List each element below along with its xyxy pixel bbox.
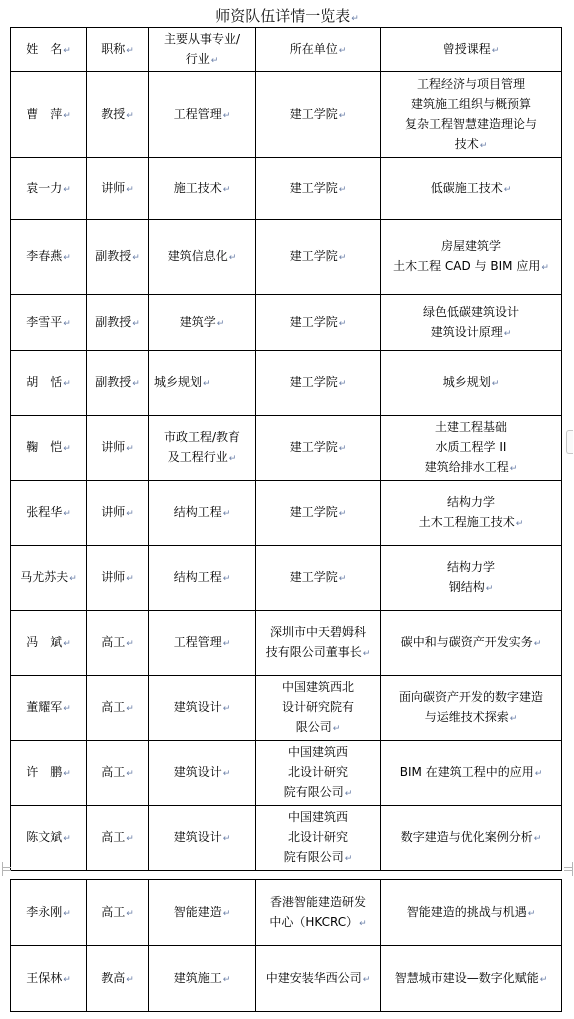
cell-courses: 智能建造的挑战与机遇 ↵ bbox=[381, 880, 562, 946]
cell-name: 胡 恬 ↵ bbox=[11, 351, 87, 416]
cell-major: 建筑施工 ↵ bbox=[149, 946, 256, 1012]
faculty-table bbox=[10, 27, 562, 871]
table-row bbox=[11, 158, 562, 220]
cell-courses: 土建工程基础 水质工程学 II 建筑给排水工程 ↵ bbox=[381, 416, 562, 481]
faculty-table-page-2 bbox=[10, 879, 562, 1012]
cell-title: 教高 ↵ bbox=[87, 946, 149, 1012]
cell-title: 高工 ↵ bbox=[87, 611, 149, 676]
cell-name: 冯 斌 ↵ bbox=[11, 611, 87, 676]
cell-title: 讲师 ↵ bbox=[87, 481, 149, 546]
cell-courses: 绿色低碳建筑设计 建筑设计原理 ↵ bbox=[381, 295, 562, 351]
table-row bbox=[11, 676, 562, 741]
table-row bbox=[11, 72, 562, 158]
cell-name: 曹 萍 ↵ bbox=[11, 72, 87, 158]
cell-name: 李雪平 ↵ bbox=[11, 295, 87, 351]
cell-title: 高工 ↵ bbox=[87, 880, 149, 946]
cell-title: 讲师 ↵ bbox=[87, 546, 149, 611]
cell-title: 高工 ↵ bbox=[87, 676, 149, 741]
cell-name: 鞠 恺 ↵ bbox=[11, 416, 87, 481]
cell-major: 建筑信息化 ↵ bbox=[149, 220, 256, 295]
header-major: 主要从事专业/ 行业 ↵ bbox=[149, 28, 256, 72]
cell-title: 副教授 ↵ bbox=[87, 351, 149, 416]
cell-courses: BIM 在建筑工程中的应用 ↵ bbox=[381, 741, 562, 806]
table-row bbox=[11, 416, 562, 481]
cell-title: 副教授 ↵ bbox=[87, 220, 149, 295]
cell-name: 陈文斌 ↵ bbox=[11, 806, 87, 871]
cell-name: 袁一力 ↵ bbox=[11, 158, 87, 220]
cell-name: 马尤苏夫 ↵ bbox=[11, 546, 87, 611]
table-row bbox=[11, 295, 562, 351]
cell-major: 建筑设计 ↵ bbox=[149, 676, 256, 741]
cell-courses: 工程经济与项目管理 建筑施工组织与概预算 复杂工程智慧建造理论与 技术 ↵ bbox=[381, 72, 562, 158]
cell-courses: 城乡规划 ↵ bbox=[381, 351, 562, 416]
cell-courses: 碳中和与碳资产开发实务 ↵ bbox=[381, 611, 562, 676]
cell-major: 工程管理 ↵ bbox=[149, 611, 256, 676]
cell-courses: 结构力学 土木工程施工技术 ↵ bbox=[381, 481, 562, 546]
cell-title: 高工 ↵ bbox=[87, 806, 149, 871]
cell-courses: 数字建造与优化案例分析 ↵ bbox=[381, 806, 562, 871]
cell-name: 张程华 ↵ bbox=[11, 481, 87, 546]
cell-courses: 智慧城市建设—数字化赋能 ↵ bbox=[381, 946, 562, 1012]
table-row bbox=[11, 351, 562, 416]
table-row bbox=[11, 546, 562, 611]
cell-unit: 建工学院 ↵ bbox=[256, 220, 381, 295]
cell-major: 结构工程 ↵ bbox=[149, 546, 256, 611]
document-title: 师资队伍详情一览表 ↵ bbox=[0, 6, 574, 29]
header-title: 职称 ↵ bbox=[87, 28, 149, 72]
page-break-corner bbox=[564, 862, 573, 871]
cell-major: 结构工程 ↵ bbox=[149, 481, 256, 546]
cell-name: 李春燕 ↵ bbox=[11, 220, 87, 295]
cell-major: 建筑设计 ↵ bbox=[149, 806, 256, 871]
page-break-corner bbox=[2, 862, 11, 871]
cell-unit: 中国建筑西 北设计研究 院有限公司 ↵ bbox=[256, 806, 381, 871]
cell-unit: 建工学院 ↵ bbox=[256, 351, 381, 416]
cell-major: 建筑学 ↵ bbox=[149, 295, 256, 351]
cell-unit: 香港智能建造研发 中心（HKCRC） ↵ bbox=[256, 880, 381, 946]
cell-unit: 建工学院 ↵ bbox=[256, 72, 381, 158]
cell-title: 高工 ↵ bbox=[87, 741, 149, 806]
cell-courses: 面向碳资产开发的数字建造 与运维技术探索 ↵ bbox=[381, 676, 562, 741]
cell-unit: 深圳市中天碧姆科 技有限公司董事长 ↵ bbox=[256, 611, 381, 676]
header-courses: 曾授课程 ↵ bbox=[381, 28, 562, 72]
cell-courses: 低碳施工技术 ↵ bbox=[381, 158, 562, 220]
table-row bbox=[11, 741, 562, 806]
cell-name: 许 鹏 ↵ bbox=[11, 741, 87, 806]
cell-major: 城乡规划 ↵ bbox=[149, 351, 256, 416]
table-row bbox=[11, 946, 562, 1012]
cell-name: 李永刚 ↵ bbox=[11, 880, 87, 946]
cell-major: 智能建造 ↵ bbox=[149, 880, 256, 946]
cell-unit: 中国建筑西北 设计研究院有 限公司 ↵ bbox=[256, 676, 381, 741]
header-name: 姓 名 ↵ bbox=[11, 28, 87, 72]
table-header-row bbox=[11, 28, 562, 72]
cell-title: 副教授 ↵ bbox=[87, 295, 149, 351]
cell-name: 董耀军 ↵ bbox=[11, 676, 87, 741]
scroll-tab[interactable] bbox=[566, 430, 573, 454]
cell-title: 教授 ↵ bbox=[87, 72, 149, 158]
cell-unit: 建工学院 ↵ bbox=[256, 295, 381, 351]
cell-title: 讲师 ↵ bbox=[87, 158, 149, 220]
cell-unit: 中建安装华西公司 ↵ bbox=[256, 946, 381, 1012]
cell-unit: 建工学院 ↵ bbox=[256, 416, 381, 481]
cell-unit: 建工学院 ↵ bbox=[256, 481, 381, 546]
header-unit: 所在单位 ↵ bbox=[256, 28, 381, 72]
cell-unit: 建工学院 ↵ bbox=[256, 158, 381, 220]
cell-title: 讲师 ↵ bbox=[87, 416, 149, 481]
cell-name: 王保林 ↵ bbox=[11, 946, 87, 1012]
cell-courses: 房屋建筑学 土木工程 CAD 与 BIM 应用 ↵ bbox=[381, 220, 562, 295]
table-row bbox=[11, 481, 562, 546]
table-row bbox=[11, 806, 562, 871]
table-row bbox=[11, 220, 562, 295]
cell-courses: 结构力学 钢结构 ↵ bbox=[381, 546, 562, 611]
cell-major: 工程管理 ↵ bbox=[149, 72, 256, 158]
cell-unit: 建工学院 ↵ bbox=[256, 546, 381, 611]
cell-major: 市政工程/教育 及工程行业 ↵ bbox=[149, 416, 256, 481]
cell-major: 建筑设计 ↵ bbox=[149, 741, 256, 806]
cell-unit: 中国建筑西 北设计研究 院有限公司 ↵ bbox=[256, 741, 381, 806]
table-row bbox=[11, 611, 562, 676]
table-row bbox=[11, 880, 562, 946]
cell-major: 施工技术 ↵ bbox=[149, 158, 256, 220]
